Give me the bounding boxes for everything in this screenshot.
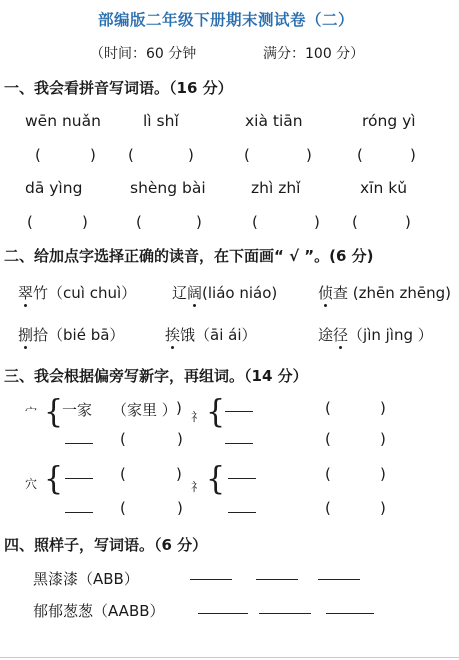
word-paren-open[interactable]: ( [120,499,126,517]
pinyin-2: lì shǐ [143,112,179,130]
answer-paren: ) [196,213,202,231]
radical-label: 礻 [191,480,204,494]
pinyin-7: zhì zhǐ [251,179,301,197]
char-blank[interactable] [225,410,253,412]
answer-paren[interactable]: ( [27,213,33,231]
answer-paren[interactable]: ( [244,146,250,164]
word-paren-close: ) [177,499,183,517]
pinyin-4: róng yì [362,112,416,130]
full-score: 满分：100 分） [263,46,365,62]
section1-heading: 一、我会看拼音写词语。（16 分） [4,79,233,97]
brace: { [206,461,226,498]
section2-heading: 二、给加点字选择正确的读音，在下面画“ √ ”。(6 分) [4,247,374,265]
brace: { [206,394,226,431]
word-paren-close: ) [177,430,183,448]
word-paren-close: ) [380,465,386,483]
word-paren-close: ) [176,465,182,483]
char-blank[interactable] [65,511,93,513]
radical-label: 宀 [25,405,38,419]
char-blank[interactable] [65,477,93,479]
radical-label: 穴 [25,477,38,491]
reading-item-6[interactable]: 途径（jìn jìng ） [318,326,433,344]
reading-item-5[interactable]: 挨饿（āi ái） [165,326,257,344]
word-paren-open[interactable]: ( [120,430,126,448]
word-paren-open[interactable]: ( [325,430,331,448]
reading-item-3[interactable]: 侦查 (zhēn zhēng) [318,284,452,302]
exam-title: 部编版二年级下册期末测试卷（二） [98,11,355,29]
char-blank[interactable] [225,442,253,444]
brace: { [44,394,64,431]
pinyin-6: shèng bài [130,179,206,197]
word-paren-open[interactable]: ( [325,399,331,417]
pattern-example-abb: 黑漆漆（ABB） [33,570,139,588]
answer-blank[interactable] [326,612,374,614]
answer-paren: ) [410,146,416,164]
answer-paren[interactable]: ( [136,213,142,231]
answer-blank[interactable] [198,612,248,614]
brace: { [44,461,64,498]
reading-item-4[interactable]: 捌拾（bié bā） [18,326,125,344]
group-paren-close: ) [176,399,182,417]
example-char: 一家 [62,401,93,419]
pinyin-5: dā yìng [25,179,83,197]
section3-heading: 三、我会根据偏旁写新字，再组词。（14 分） [4,367,308,385]
word-paren-open[interactable]: ( [120,465,126,483]
pattern-example-aabb: 郁郁葱葱（AABB） [33,602,165,620]
answer-paren[interactable]: ( [128,146,134,164]
char-blank[interactable] [65,442,93,444]
answer-paren[interactable]: ( [35,146,41,164]
radical-label: 礻 [191,410,204,424]
answer-paren[interactable]: ( [357,146,363,164]
pinyin-1: wēn nuǎn [25,112,101,130]
answer-blank[interactable] [259,612,311,614]
time-limit: （时间：60 分钟 [90,46,197,62]
example-word: （家里 ） [112,401,177,419]
word-paren-open[interactable]: ( [325,465,331,483]
word-paren-close: ) [380,399,386,417]
char-blank[interactable] [228,511,256,513]
answer-paren[interactable]: ( [252,213,258,231]
pinyin-8: xīn kǔ [360,179,408,197]
answer-blank[interactable] [190,578,232,580]
word-paren-close: ) [380,499,386,517]
answer-paren: ) [90,146,96,164]
reading-item-1[interactable]: 翠竹（cuì chuì） [18,284,137,302]
word-paren-close: ) [380,430,386,448]
answer-blank[interactable] [256,578,298,580]
answer-paren: ) [306,146,312,164]
word-paren-open[interactable]: ( [325,499,331,517]
answer-paren: ) [314,213,320,231]
char-blank[interactable] [228,477,256,479]
answer-paren: ) [405,213,411,231]
section4-heading: 四、照样子，写词语。（6 分） [4,536,208,554]
answer-paren: ) [82,213,88,231]
pinyin-3: xià tiān [245,112,303,130]
page-bottom-divider [0,657,459,658]
answer-paren: ) [188,146,194,164]
reading-item-2[interactable]: 辽阔(liáo niáo) [172,284,278,302]
answer-paren[interactable]: ( [352,213,358,231]
answer-blank[interactable] [318,578,360,580]
